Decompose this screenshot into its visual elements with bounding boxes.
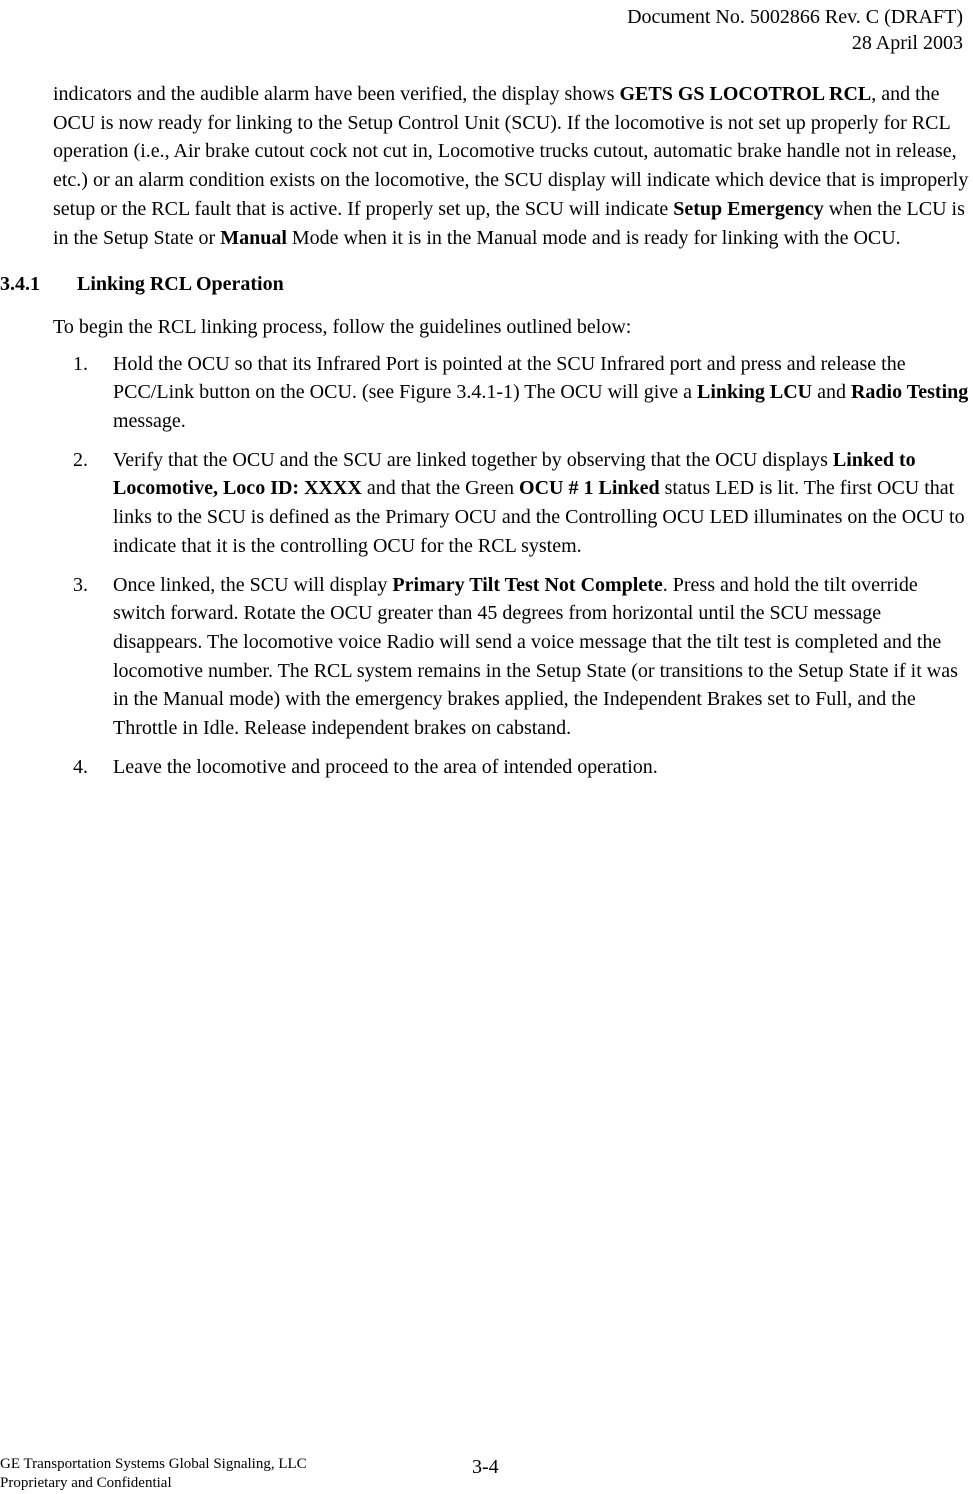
steps-list bbox=[0, 350, 973, 782]
section-title: Linking RCL Operation bbox=[77, 273, 284, 296]
document-number: Document No. 5002866 Rev. C (DRAFT) bbox=[627, 6, 963, 28]
list-marker: 1. bbox=[73, 352, 88, 375]
text-run: Mode when it is in the Manual mode and is ready for linking with the OCU. bbox=[286, 226, 901, 249]
text-run: when the LCU is in the Setup State or bbox=[53, 197, 965, 249]
list-item-text: Once linked, the SCU will display Primary Tilt Test Not Complete. Press and hold the tilt override switch forward. Rotate the OCU greater than 45 degrees from horizontal until the SCU message disappears. The locomotive voice Radio will send a voice message that the tilt test is completed and the locomotive number. The RCL system remains in the Setup State (or transitions to the Setup State if it was in the Manual mode) with the emergency brakes applied, the Independent Brakes set to Full, and the Throttle in Idle. Release independent brakes on cabstand. bbox=[113, 573, 958, 740]
document-footer bbox=[0, 1455, 307, 1493]
list-marker: 3. bbox=[73, 573, 88, 596]
list-item-text: Verify that the OCU and the SCU are linked together by observing that the OCU displays Linked to Locomotive, Loco ID: XXXX and that the Green OCU # 1 Linked status LED is lit. The first OCU that links to the SCU is defined as the Primary OCU and the Controlling OCU LED illuminates on the OCU to indicate that it is the controlling OCU for the RCL system. bbox=[113, 448, 965, 557]
list-item-text: Leave the locomotive and proceed to the area of intended operation. bbox=[113, 755, 658, 778]
text-run: indicators and the audible alarm have been verified, the display shows bbox=[53, 83, 620, 105]
section-intro: To begin the RCL linking process, follow the guidelines outlined below: bbox=[53, 315, 632, 338]
bold-text-run: GETS GS LOCOTROL RCL bbox=[619, 83, 872, 105]
list-item bbox=[0, 446, 973, 561]
section-heading bbox=[0, 270, 973, 299]
document-header bbox=[627, 4, 963, 56]
text-run: , and the OCU is now ready for linking to the Setup Control Unit (SCU). If the locomotive is not set up properly for RCL operation (i.e., Air brake cutout cock not cut in, Locomotive trucks cutout, automatic brake handle not in release, etc.) or an alarm condition exists on the locomotive, the SCU display will indicate which device that is improperly setup or the RCL fault that is active. If properly set up, the SCU will indicate bbox=[53, 83, 969, 220]
list-marker: 4. bbox=[73, 755, 88, 778]
list-item-text: Hold the OCU so that its Infrared Port is pointed at the SCU Infrared port and press and release the PCC/Link button on the OCU. (see Figure 3.4.1-1) The OCU will give a Linking LCU and Radio Testing message. bbox=[113, 352, 969, 433]
footer-confidential: Proprietary and Confidential bbox=[0, 1475, 172, 1491]
list-item bbox=[0, 350, 973, 436]
list-marker: 2. bbox=[73, 448, 88, 471]
bold-text-run: Setup Emergency bbox=[673, 197, 824, 220]
intro-paragraph bbox=[53, 80, 973, 252]
list-item bbox=[0, 571, 973, 743]
footer-company: GE Transportation Systems Global Signaling, LLC bbox=[0, 1456, 307, 1472]
page-number: 3-4 bbox=[472, 1456, 499, 1478]
section-number: 3.4.1 bbox=[0, 273, 40, 296]
list-item bbox=[0, 753, 973, 782]
page-body bbox=[0, 80, 973, 791]
bold-text-run: Manual bbox=[220, 226, 287, 249]
document-date: 28 April 2003 bbox=[851, 32, 963, 54]
